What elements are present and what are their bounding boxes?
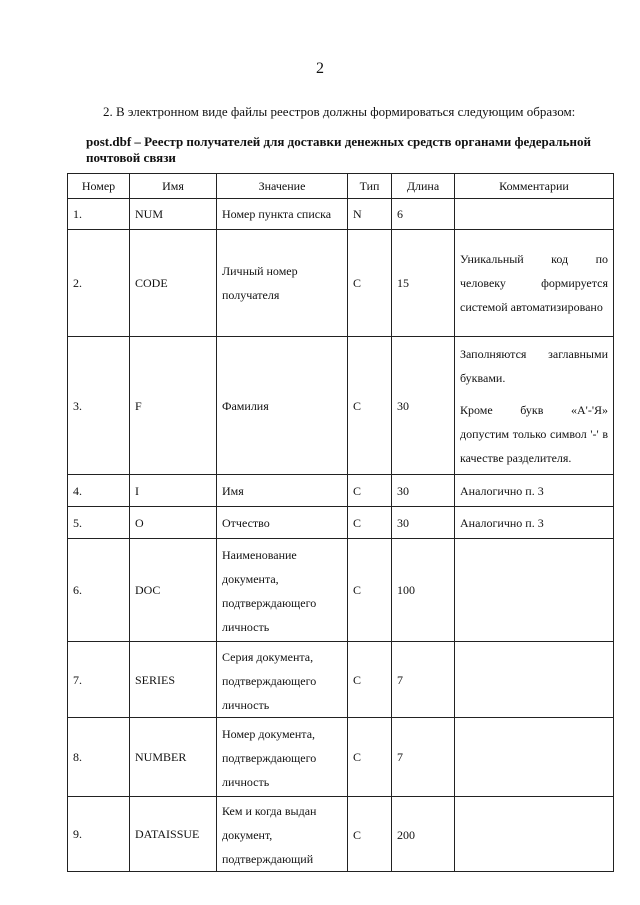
cell-length: 30	[392, 475, 455, 507]
cell-length: 200	[392, 797, 455, 872]
cell-comment	[455, 337, 614, 475]
cell-length: 6	[392, 199, 455, 230]
cell-comment	[455, 718, 614, 797]
cell-name: NUM	[130, 199, 217, 230]
col-header-name: Имя	[130, 174, 217, 199]
cell-type: C	[348, 507, 392, 539]
cell-name: O	[130, 507, 217, 539]
cell-value: Имя	[217, 475, 348, 507]
cell-number: 2.	[68, 230, 130, 337]
table-row	[68, 642, 614, 718]
col-header-value: Значение	[217, 174, 348, 199]
registry-table	[67, 173, 614, 872]
cell-name: F	[130, 337, 217, 475]
cell-name: DATAISSUE	[130, 797, 217, 872]
cell-number: 1.	[68, 199, 130, 230]
cell-number: 4.	[68, 475, 130, 507]
cell-value: Номер пункта списка	[217, 199, 348, 230]
cell-value: Отчество	[217, 507, 348, 539]
cell-length: 15	[392, 230, 455, 337]
table-heading: post.dbf – Реестр получателей для доставки денежных средств органами федеральной почтовой связи	[86, 134, 591, 165]
col-header-length: Длина	[392, 174, 455, 199]
cell-comment	[455, 539, 614, 642]
cell-type: C	[348, 797, 392, 872]
cell-name: NUMBER	[130, 718, 217, 797]
cell-number: 8.	[68, 718, 130, 797]
table-row	[68, 507, 614, 539]
cell-number: 6.	[68, 539, 130, 642]
cell-name: I	[130, 475, 217, 507]
cell-comment	[455, 199, 614, 230]
cell-name: DOC	[130, 539, 217, 642]
cell-type: C	[348, 230, 392, 337]
cell-number: 5.	[68, 507, 130, 539]
cell-type: C	[348, 475, 392, 507]
cell-value: Личный номер получателя	[217, 230, 348, 337]
cell-number: 7.	[68, 642, 130, 718]
table-row	[68, 475, 614, 507]
cell-type: C	[348, 718, 392, 797]
col-header-type: Тип	[348, 174, 392, 199]
comment-text: Кроме букв «А'-'Я» допустим только символ '-' в качестве разделителя.	[460, 402, 608, 465]
cell-value: Серия документа, подтверждающего личность	[217, 642, 348, 718]
cell-number: 9.	[68, 797, 130, 872]
col-header-number: Номер	[68, 174, 130, 199]
cell-length: 7	[392, 642, 455, 718]
cell-comment	[455, 797, 614, 872]
table-row	[68, 718, 614, 797]
comment-text: Заполняются заглавными буквами.	[460, 346, 608, 385]
table-row	[68, 337, 614, 475]
table-header-row	[68, 174, 614, 199]
cell-type: C	[348, 337, 392, 475]
col-header-comment: Комментарии	[455, 174, 614, 199]
cell-comment	[455, 507, 614, 539]
cell-length: 100	[392, 539, 455, 642]
comment-text: Уникальный код по человеку формируется системой автоматизировано	[460, 252, 608, 314]
cell-comment	[455, 230, 614, 337]
cell-comment	[455, 475, 614, 507]
cell-value: Кем и когда выдан документ, подтверждающий	[217, 797, 348, 872]
cell-length: 30	[392, 507, 455, 539]
intro-paragraph: 2. В электронном виде файлы реестров должны формироваться следующим образом:	[103, 104, 576, 119]
table-row	[68, 539, 614, 642]
cell-number: 3.	[68, 337, 130, 475]
cell-length: 30	[392, 337, 455, 475]
cell-type: C	[348, 642, 392, 718]
cell-name: CODE	[130, 230, 217, 337]
cell-comment	[455, 642, 614, 718]
comment-text: Аналогично п. 3	[460, 483, 544, 498]
comment-text: Аналогично п. 3	[460, 515, 544, 530]
table-row	[68, 199, 614, 230]
cell-type: N	[348, 199, 392, 230]
cell-type: C	[348, 539, 392, 642]
cell-value: Наименование документа, подтверждающего личность	[217, 539, 348, 642]
cell-length: 7	[392, 718, 455, 797]
cell-value: Фамилия	[217, 337, 348, 475]
cell-value: Номер документа, подтверждающего личность	[217, 718, 348, 797]
table-row	[68, 797, 614, 872]
cell-name: SERIES	[130, 642, 217, 718]
table-row	[68, 230, 614, 337]
page-number: 2	[316, 60, 324, 77]
